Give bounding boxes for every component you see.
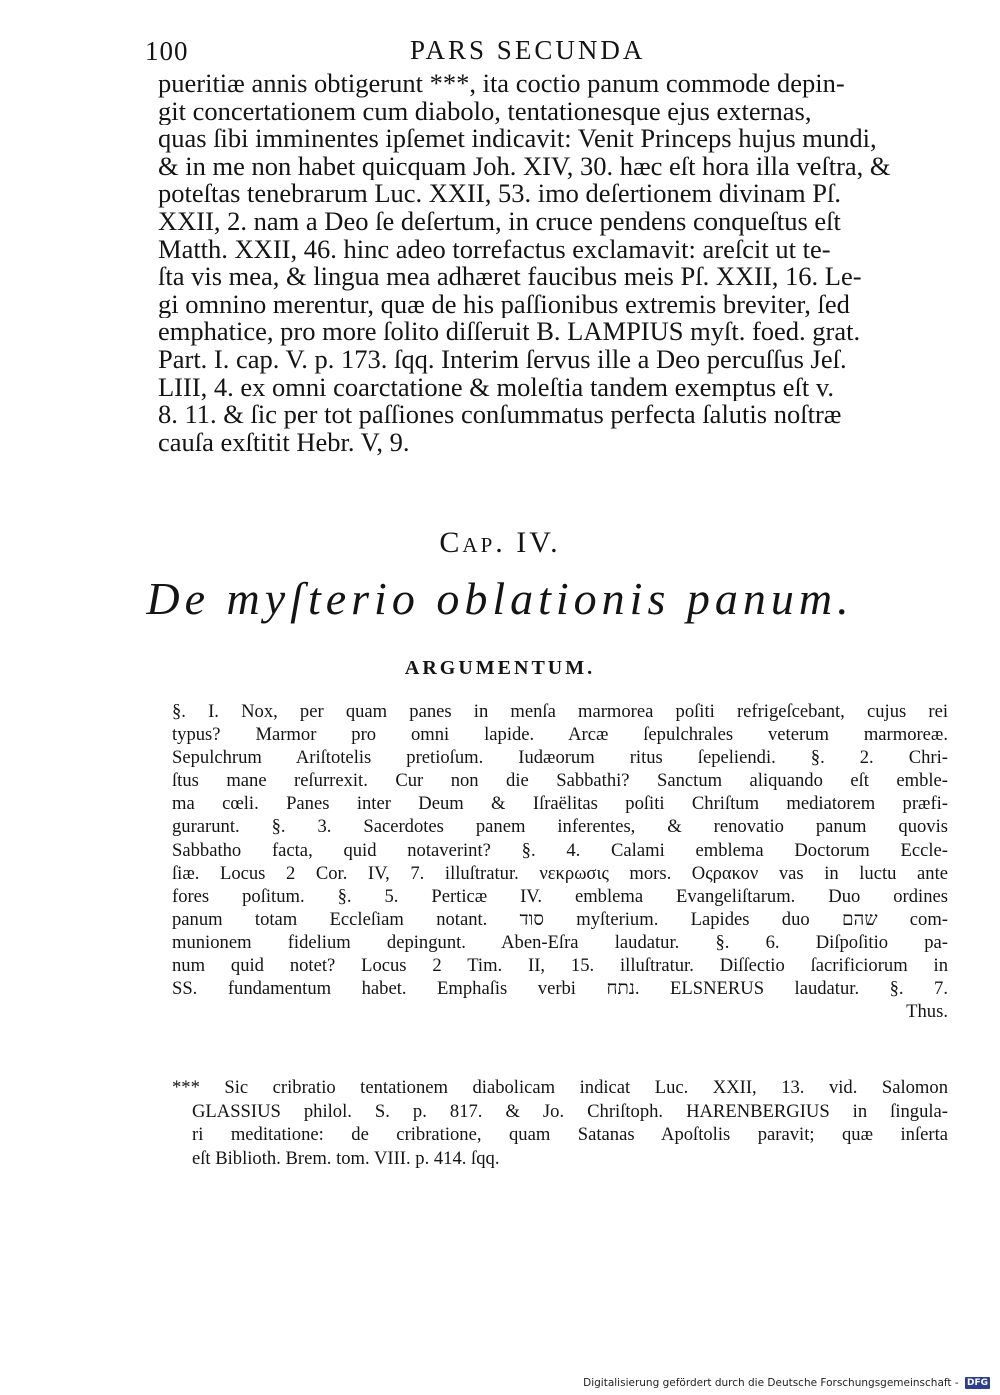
page-number: 100 [145,36,189,66]
argument-line: ma cœli. Panes inter Deum & Iſraëlitas poſiti Chriſtum mediatorem præfi- [172,793,948,815]
body-line: cauſa exſtitit Hebr. V, 9. [158,428,410,457]
footnote-line: *** Sic cribratio tentationem diabolicam indicat Luc. XXII, 13. vid. Salomon [172,1077,948,1098]
digitization-credit-text: Digitalisierung gefördert durch die Deutsche Forschungsgemeinschaft - [583,1377,959,1389]
argument-text [172,700,948,1023]
argument-heading: ARGUMENTUM. [404,657,596,679]
argument-line: ſtus mane reſurrexit. Cur non die Sabbathi? Sanctum aliquando eſt emble- [172,770,948,792]
body-line: 8. 11. & ſic per tot paſſiones conſummatus perfecta ſalutis noſtræ [158,401,842,429]
running-head [145,36,945,72]
argument-line: num quid notet? Locus 2 Tim. II, 15. illuſtratur. Diſſectio ſacrificiorum in [172,955,948,977]
dfg-logo: DFG [966,1378,988,1388]
footnote-line: eſt Biblioth. Brem. tom. VIII. p. 414. ſqq. [192,1147,500,1169]
body-text [158,70,958,456]
body-line: XXII, 2. nam a Deo ſe deſertum, in cruce pendens conqueſtus eſt [158,207,841,236]
body-line: ſta vis mea, & lingua mea adhæret faucibus meis Pſ. XXII, 16. Le- [158,263,862,291]
body-line: Part. I. cap. V. p. 173. ſqq. Interim ſervus ille a Deo percuſſus Jeſ. [158,345,847,374]
chapter-heading: Cap. IV. [439,526,561,559]
body-line: quas ſibi imminentes ipſemet indicavit: Venit Princeps hujus mundi, [158,125,877,153]
body-line: LIII, 4. ex omni coarctatione & moleſtia tandem exemptus eſt v. [158,373,835,402]
argument-line: Sabbatho facta, quid notaverint? §. 4. Calami emblema Doctorum Eccle- [172,839,948,861]
body-line: poteſtas tenebrarum Luc. XXII, 53. imo deſertionem divinam Pſ. [158,180,841,208]
footnote [172,1076,948,1170]
body-line: git concertationem cum diabolo, tentationesque ejus externas, [158,97,812,126]
argument-line: panum totam Eccleſiam notant. סוד myſterium. Lapides duo שהם com- [172,908,948,930]
body-line: emphatice, pro more ſolito diſſeruit B. LAMPIUS myſt. foed. grat. [158,318,861,346]
argument-line: gurarunt. §. 3. Sacerdotes panem inferentes, & renovatio panum quovis [172,816,948,838]
body-line: Matth. XXII, 46. hinc adeo torrefactus exclamavit: areſcit ut te- [158,235,831,264]
argument-line: SS. fundamentum habet. Emphaſis verbi נתח. ELSNERUS laudatur. §. 7. [172,978,948,1000]
argument-line: Sepulchrum Ariſtotelis pretioſum. Iudæorum ritus ſepeliendi. §. 2. Chri- [172,747,948,769]
footnote-line: ri meditatione: de cribratione, quam Satanas Apoſtolis paravit; quæ inſerta [192,1124,948,1146]
argument-line: Thus. [906,1001,948,1023]
body-line: & in me non habet quicquam Joh. XIV, 30. hæc eſt hora illa veſtra, & [158,152,891,181]
body-line: pueritiæ annis obtigerunt ***, ita coctio panum commode depin- [158,70,845,98]
chapter-title: De myſterio oblationis panum. [146,573,854,624]
argument-line: typus? Marmor pro omni lapide. Arcæ ſepulchrales veterum marmoreæ. [172,724,948,746]
digitization-credit [583,1377,990,1389]
running-title: PARS SECUNDA [410,35,646,65]
argument-line: fores poſitum. §. 5. Perticæ IV. emblema Evangeliſtarum. Duo ordines [172,885,948,907]
argument-line: munionem fidelium depingunt. Aben-Eſra laudatur. §. 6. Diſpoſitio pa- [172,931,948,953]
body-line: gi omnino merentur, quæ de his paſſionibus extremis breviter, ſed [158,290,850,319]
argument-line: §. I. Nox, per quam panes in menſa marmorea poſiti refrigeſcebant, cujus rei [172,701,948,722]
argument-line: ſiæ. Locus 2 Cor. IV, 7. illuſtratur. νεκρωσις mors. Οςρακον vas in luctu ante [172,862,948,884]
footnote-line: GLASSIUS philol. S. p. 817. & Jo. Chriſtoph. HARENBERGIUS in ſingula- [192,1100,948,1122]
